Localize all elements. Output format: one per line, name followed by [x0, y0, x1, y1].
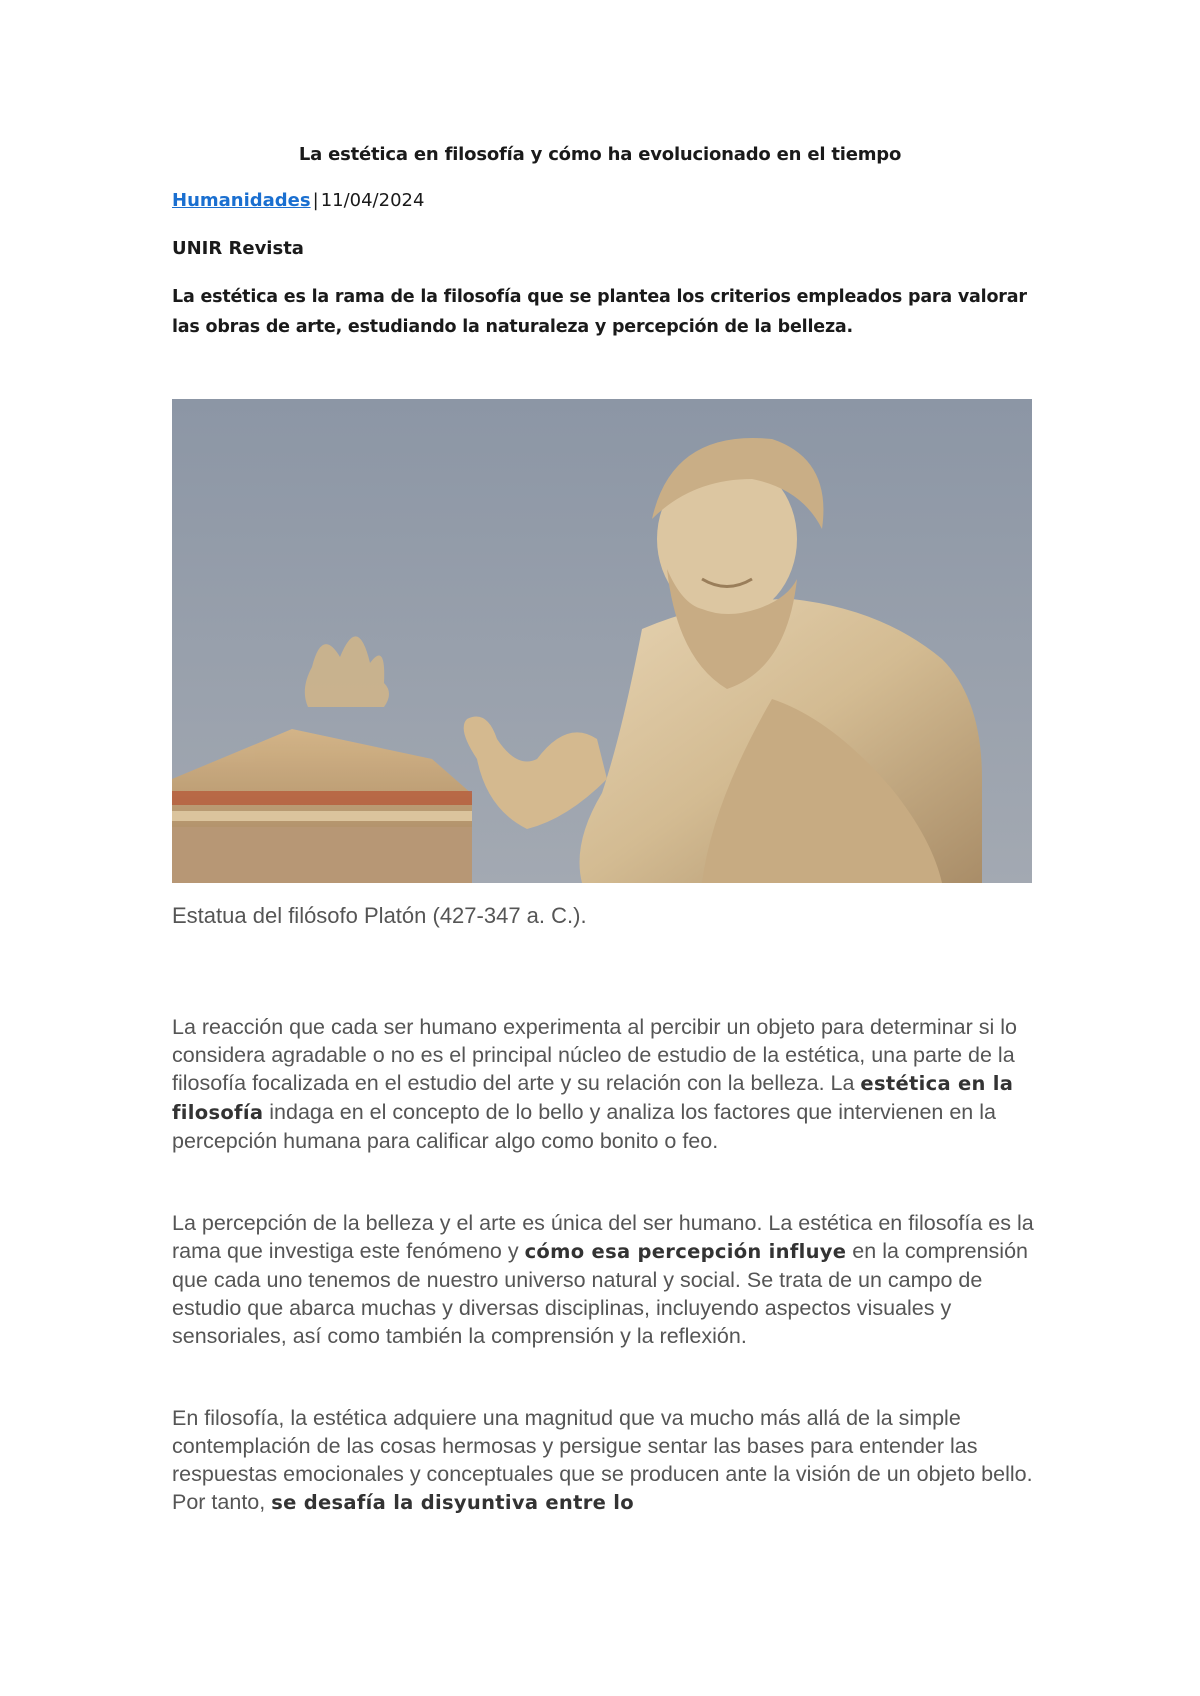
- article-author: UNIR Revista: [172, 238, 304, 259]
- paragraph-2: [172, 1209, 1042, 1350]
- paragraph-1-bold: estética en la filosofía: [172, 1072, 1014, 1124]
- paragraph-1-text-a: La reacción que cada ser humano experimenta al percibir un objeto para determinar si lo considera agradable o no es el principal núcleo de estudio de la estética, una parte de la filosofía focalizada en el estudio del arte y su relación con la belleza. La: [172, 1015, 1017, 1095]
- meta-separator: |: [312, 190, 319, 211]
- article-lead: La estética es la rama de la filosofía que se plantea los criterios empleados para valorar las obras de arte, estudiando la naturaleza y percepción de la belleza.: [172, 287, 1027, 337]
- paragraph-1: [172, 1013, 1042, 1155]
- image-caption: Estatua del filósofo Platón (427-347 a. C.).: [172, 903, 587, 928]
- plato-statue-image: [172, 399, 1032, 883]
- paragraph-2-text-a: La percepción de la belleza y el arte es única del ser humano. La estética en filosofía es la rama que investiga este fenómeno y: [172, 1211, 1034, 1263]
- paragraph-3-text-a: En filosofía, la estética adquiere una magnitud que va mucho más allá de la simple contemplación de las cosas hermosas y persigue sentar las bases para entender las respuestas emocionales y conceptuales que se producen ante la visión de un objeto bello. Por tanto,: [172, 1406, 1033, 1514]
- paragraph-2-text-c: en la comprensión que cada uno tenemos de nuestro universo natural y social. Se trata de un campo de estudio que abarca muchas y diversas disciplinas, incluyendo aspectos visuales y sensoriales, así como también la comprensión y la reflexión.: [172, 1239, 1028, 1348]
- article-meta: [172, 190, 424, 211]
- category-link[interactable]: Humanidades: [172, 190, 311, 211]
- article-date: 11/04/2024: [320, 190, 425, 211]
- article-title: La estética en filosofía y cómo ha evolucionado en el tiempo: [298, 144, 902, 165]
- paragraph-2-bold: cómo esa percepción influye: [524, 1240, 847, 1263]
- paragraph-3-bold: se desafía la disyuntiva entre lo: [271, 1491, 634, 1514]
- paragraph-1-text-c: indaga en el concepto de lo bello y analiza los factores que intervienen en la percepción humana para calificar algo como bonito o feo.: [172, 1100, 996, 1153]
- paragraph-3: [172, 1404, 1042, 1517]
